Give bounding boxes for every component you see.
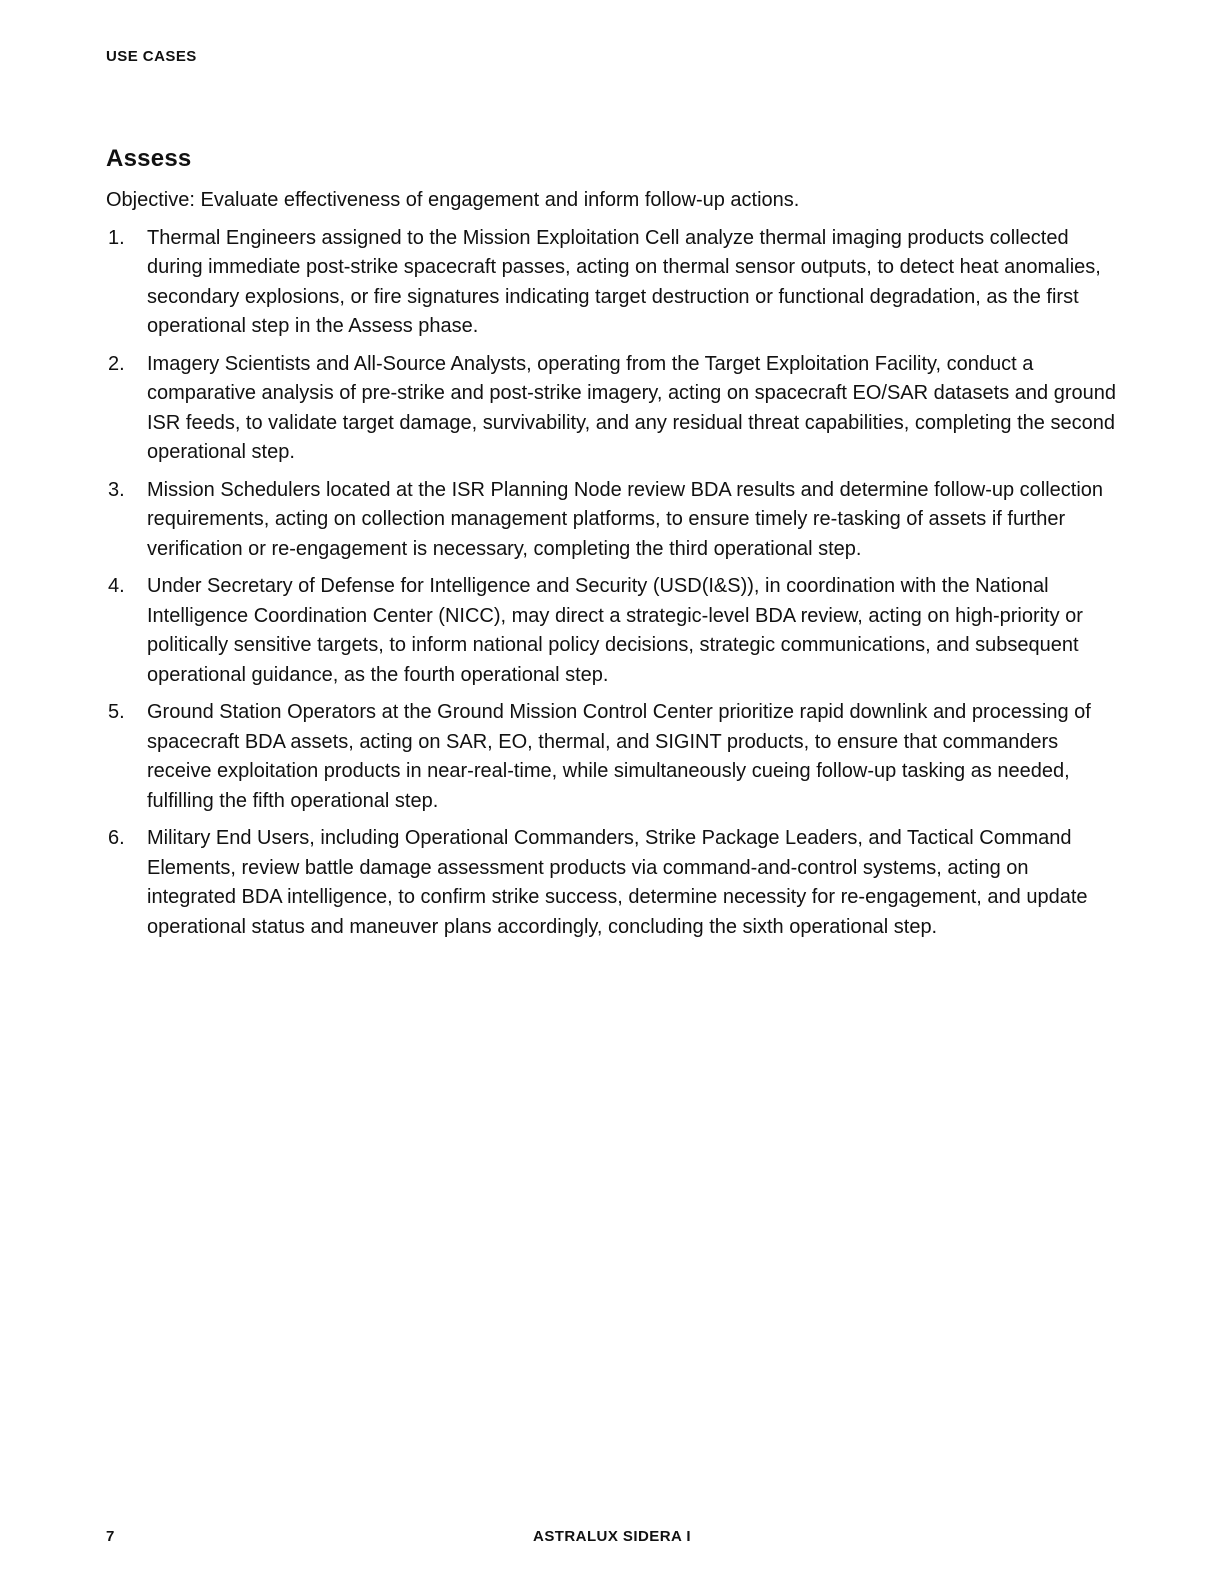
- footer-doc-title: ASTRALUX SIDERA I: [533, 1528, 691, 1545]
- list-item-text: Ground Station Operators at the Ground Mission Control Center prioritize rapid downlink and processing of spacecraft BDA assets, acting on SAR, EO, thermal, and SIGINT products, to ensure that commanders receive exploitation products in near-real-time, while simultaneously cueing follow-up tasking as needed, fulfilling the fifth operational step.: [147, 701, 1091, 812]
- list-item-number: 4.: [108, 575, 125, 597]
- list-item-text: Military End Users, including Operational Commanders, Strike Package Leaders, and Tactical Command Elements, review battle damage assessment products via command-and-control systems, acting on integrated BDA intelligence, to confirm strike success, determine necessity for re-engagement, and update operational status and maneuver plans accordingly, concluding the sixth operational step.: [147, 827, 1088, 938]
- list-item: [106, 350, 1120, 468]
- objective-line: Objective: Evaluate effectiveness of engagement and inform follow-up actions.: [106, 189, 800, 211]
- list-item: [106, 824, 1120, 942]
- list-item-number: 6.: [108, 827, 125, 849]
- list-item-text: Mission Schedulers located at the ISR Planning Node review BDA results and determine follow-up collection requirements, acting on collection management platforms, to ensure timely re-tasking of assets if further verification or re-engagement is necessary, completing the third operational step.: [147, 478, 1104, 560]
- page-content: [106, 144, 1120, 942]
- use-case-steps-list: [106, 224, 1120, 943]
- page-footer: [106, 1528, 1118, 1546]
- list-item-number: 2.: [108, 352, 125, 375]
- list-item-number: 5.: [108, 701, 125, 723]
- list-item: [106, 476, 1120, 565]
- list-item-text: Thermal Engineers assigned to the Mission Exploitation Cell analyze thermal imaging products collected during immediate post-strike spacecraft passes, acting on thermal sensor outputs, to detect heat anomalies, secondary explosions, or fire signatures indicating target destruction or functional degradation, as the first operational step in the Assess phase.: [147, 226, 1101, 337]
- running-header: USE CASES: [106, 48, 197, 65]
- list-item-number: 3.: [108, 478, 125, 501]
- section-title: Assess: [106, 145, 192, 172]
- page-number: 7: [106, 1528, 115, 1545]
- list-item-text: Under Secretary of Defense for Intelligence and Security (USD(I&S)), in coordination with the National Intelligence Coordination Center (NICC), may direct a strategic-level BDA review, acting on high-priority or politically sensitive targets, to inform national policy decisions, strategic communications, and subsequent operational guidance, as the fourth operational step.: [147, 575, 1083, 686]
- list-item: [106, 224, 1120, 342]
- list-item-text: Imagery Scientists and All-Source Analysts, operating from the Target Exploitation Facility, conduct a comparative analysis of pre-strike and post-strike imagery, acting on spacecraft EO/SAR datasets and ground ISR feeds, to validate target damage, survivability, and any residual threat capabilities, completing the second operational step.: [147, 352, 1116, 463]
- list-item-number: 1.: [108, 226, 125, 249]
- list-item: [106, 698, 1120, 816]
- list-item: [106, 572, 1120, 690]
